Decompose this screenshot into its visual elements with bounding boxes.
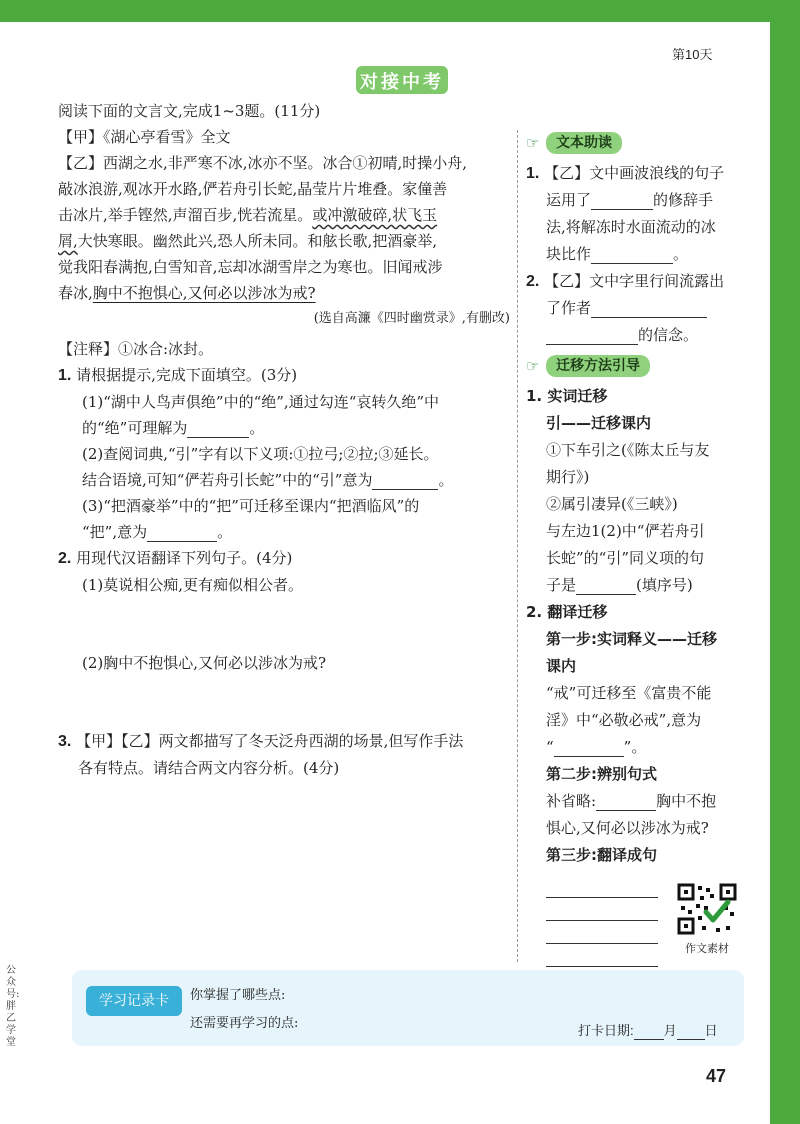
question-text: 的“绝”可理解为 <box>82 419 188 437</box>
aid-2-line-1 <box>526 268 746 295</box>
item-number: 2. <box>526 273 540 290</box>
pointing-hand-icon: ☞ <box>526 357 540 375</box>
passage-b-line-3 <box>58 202 510 228</box>
qr-caption: 作文素材 <box>685 942 729 955</box>
annotation-note: 【注释】①冰合:冰封。 <box>58 340 214 358</box>
q1-part3-line1: (3)“把酒豪举”中的“把”可迁移至课内“把酒临风”的 <box>82 497 420 515</box>
top-green-border <box>0 0 800 22</box>
day-blank[interactable] <box>677 1023 705 1040</box>
study-record-badge: 学习记录卡 <box>86 986 182 1016</box>
punct: 。 <box>217 523 233 541</box>
method-1-line-h <box>526 572 746 599</box>
sidebar-heading-reading-aid <box>526 130 746 156</box>
question-text: “把”,意为 <box>82 523 148 541</box>
column-divider <box>517 130 518 962</box>
answer-blank[interactable] <box>591 301 707 318</box>
answer-blank[interactable] <box>591 193 653 210</box>
answer-blank[interactable] <box>596 794 656 811</box>
answer-blank[interactable] <box>372 473 438 490</box>
answer-blank[interactable] <box>187 421 249 438</box>
answer-line[interactable] <box>546 921 658 944</box>
item-text: 运用了 <box>546 191 592 209</box>
aid-2-line-2 <box>526 295 746 322</box>
month-label: 月 <box>663 1023 677 1038</box>
item-text: 块比作 <box>546 245 592 263</box>
question-3-line-2: 各有特点。请结合两文内容分析。(4分) <box>78 759 340 777</box>
q1-part2-line1: (2)查阅词典,“引”字有以下义项:①拉弓;②拉;③延长。 <box>82 445 439 463</box>
sidebar <box>526 130 746 967</box>
underlined-sentence: 胸中不抱惧心,又何必以涉冰为戒? <box>92 284 316 302</box>
item-text: 【乙】文中字里行间流露出 <box>544 272 725 290</box>
method-2-step-2: 第二步:辨别句式 <box>546 765 657 783</box>
method-2-line-c: “戒”可迁移至《富贵不能 <box>546 684 712 702</box>
aid-1-line-2 <box>526 187 746 214</box>
answer-blank[interactable] <box>546 328 638 345</box>
q2-sentence-1: (1)莫说相公痴,更有痴似相公者。 <box>82 576 304 594</box>
side-vertical-credit: 公众号:胖乙学堂 <box>6 965 20 1048</box>
question-number: 1. <box>58 367 72 384</box>
day-label: 第10天 <box>672 47 713 62</box>
answer-line[interactable] <box>546 944 658 967</box>
question-number: 2. <box>58 550 72 567</box>
section-title <box>356 66 448 94</box>
item-number: 1. <box>526 165 540 182</box>
q1-part2-line2 <box>58 467 510 493</box>
question-text: 用现代汉语翻译下列句子。(4分) <box>76 549 293 567</box>
review-points-label: 还需要再学习的点: <box>190 1016 299 1031</box>
item-text: ”。 <box>623 738 647 756</box>
heading-badge: 文本助读 <box>546 132 622 154</box>
question-1-stem <box>58 362 510 389</box>
method-2-step-1-cont: 课内 <box>546 657 577 675</box>
method-2-line-e <box>526 734 746 761</box>
punct: 。 <box>249 419 265 437</box>
main-column <box>58 98 510 781</box>
method-1-line-d: 期行》) <box>546 468 590 486</box>
method-2-step-3: 第三步:翻译成句 <box>546 846 657 864</box>
passage-b-line-4 <box>58 228 510 254</box>
passage-b-line-2: 敲冰浪游,观冰开水路,俨若舟引长蛇,晶莹片片堆叠。家僮善 <box>58 180 448 198</box>
q2-answer-space-2[interactable] <box>58 676 510 728</box>
method-1-line-g: 长蛇”的“引”同义项的句 <box>546 549 705 567</box>
method-2-step-1: 第一步:实词释义——迁移 <box>546 630 717 648</box>
qr-code-icon[interactable] <box>676 882 738 936</box>
answer-blank[interactable] <box>591 247 673 264</box>
instruction: 阅读下面的文言文,完成1~3题。(11分) <box>58 102 321 120</box>
day-label-unit: 日 <box>704 1023 718 1038</box>
answer-line[interactable] <box>546 875 658 898</box>
q2-sentence-2: (2)胸中不抱惧心,又何必以涉冰为戒? <box>82 654 327 672</box>
answer-blank[interactable] <box>554 740 624 757</box>
punct: 。 <box>438 471 454 489</box>
wavy-underlined-text: 屑, <box>58 232 78 250</box>
item-text: 。 <box>673 245 689 263</box>
item-text: 的信念。 <box>638 326 699 344</box>
method-1-title: 1. 实词迁移 <box>526 387 608 405</box>
method-2-line-h: 惧心,又何必以涉冰为戒? <box>546 819 709 837</box>
answer-line[interactable] <box>546 898 658 921</box>
method-1-line-f: 与左边1(2)中“俨若舟引 <box>546 522 705 540</box>
q1-part3-line2 <box>58 519 510 545</box>
q1-part1-line2 <box>58 415 510 441</box>
section-title-text: 对接中考 <box>360 72 444 93</box>
passage-text: 击冰片,举手铿然,声溜百步,恍若流星。 <box>58 206 313 224</box>
pointing-hand-icon: ☞ <box>526 134 540 152</box>
heading-badge: 迁移方法引导 <box>546 355 650 377</box>
month-blank[interactable] <box>634 1023 664 1040</box>
sidebar-heading-transfer-method <box>526 353 746 379</box>
wavy-underlined-text: 或冲激破碎,状飞玉 <box>312 206 438 224</box>
method-2-line-d: 淫》中“必敬必戒”,意为 <box>546 711 702 729</box>
question-text: 请根据提示,完成下面填空。(3分) <box>76 366 298 384</box>
answer-blank[interactable] <box>576 578 636 595</box>
method-2-line-g <box>526 788 746 815</box>
question-2-stem <box>58 545 510 572</box>
item-text: 胸中不抱 <box>656 792 717 810</box>
aid-1-line-3: 法,将解冻时水面流动的冰 <box>546 218 716 236</box>
mastered-points-label: 你掌握了哪些点: <box>190 988 286 1003</box>
item-text: 了作者 <box>546 299 592 317</box>
answer-blank[interactable] <box>147 525 217 542</box>
item-text: 子是 <box>546 576 577 594</box>
right-green-border <box>770 0 800 1124</box>
aid-1-line-4 <box>526 241 746 268</box>
question-text: 【甲】【乙】两文都描写了冬天泛舟西湖的场景,但写作手法 <box>76 732 464 750</box>
aid-1-line-1 <box>526 160 746 187</box>
page-number: 47 <box>706 1066 727 1086</box>
question-text: 结合语境,可知“俨若舟引长蛇”中的“引”意为 <box>82 471 373 489</box>
passage-b-line-6 <box>58 280 510 306</box>
question-number: 3. <box>58 733 72 750</box>
method-1-line-c: ①下车引之(《陈太丘与友 <box>546 441 710 459</box>
passage-a: 【甲】《湖心亭看雪》全文 <box>58 128 231 146</box>
question-3-line-1 <box>58 728 510 755</box>
passage-source: (选自高濂《四时幽赏录》,有删改) <box>313 311 510 326</box>
passage-text: 大快寒眼。幽然此兴,恐人所未同。和舷长歌,把酒豪举, <box>77 232 438 250</box>
study-record-card <box>72 970 744 1046</box>
item-text: “ <box>546 738 554 756</box>
q2-answer-space-1[interactable] <box>58 598 510 650</box>
item-text: (填序号) <box>636 576 693 594</box>
item-text: 补省略: <box>546 792 597 810</box>
date-label: 打卡日期: <box>578 1023 634 1038</box>
q1-part1-line1: (1)“湖中人鸟声俱绝”中的“绝”,通过勾连“哀转久绝”中 <box>82 393 440 411</box>
item-text: 【乙】文中画波浪线的句子 <box>544 164 725 182</box>
passage-text: 春冰, <box>58 284 93 302</box>
method-1-subtitle: 引——迁移课内 <box>546 414 652 432</box>
item-text: 的修辞手 <box>653 191 714 209</box>
method-2-title: 2. 翻译迁移 <box>526 603 608 621</box>
aid-2-line-3 <box>526 322 746 349</box>
method-1-line-e: ②属引凄异(《三峡》) <box>546 495 678 513</box>
passage-b-line-1: 【乙】西湖之水,非严寒不冰,冰亦不坚。冰合①初晴,时操小舟, <box>58 154 468 172</box>
check-in-date <box>578 1020 718 1040</box>
passage-b-line-5: 觉我阳春满抱,白雪知音,忘却冰湖雪岸之为寒也。旧闻戒涉 <box>58 258 443 276</box>
